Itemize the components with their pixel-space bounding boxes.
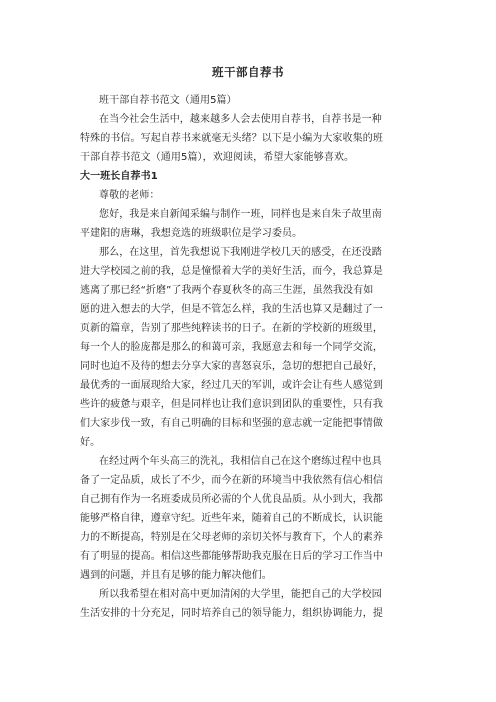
text-line: 能够严格自律，遵章守纪。近些年来，随着自己的不断成长，认识能 — [80, 513, 383, 524]
text-line: 进大学校园之前的我，总是憧憬着大学的美好生活，而今，我总算是 — [80, 266, 383, 277]
text-line: 好。 — [80, 437, 101, 448]
text-line: 生活安排的十分充足，同时培养自己的领导能力，组织协调能力，提 — [80, 608, 383, 619]
text-line: 您好，我是来自新闻采编与制作一班，同样也是来自朱子故里南 — [99, 209, 382, 220]
text-line: 特殊的书信。写起自荐书来就毫无头绪？以下是小编为大家收集的班 — [80, 133, 383, 144]
text-line: 自己拥有作为一名班委成员所必需的个人优良品质。从小到大，我都 — [80, 494, 383, 505]
text-line: 平建阳的唐琳，我想竞选的班级职位是学习委员。 — [80, 228, 303, 239]
text-line: 每一个人的脸庞都是那么的和蔼可亲，我愿意去和每一个同学交流， — [80, 342, 383, 353]
text-line: 同时也迫不及待的想去分享大家的喜怒哀乐，急切的想把自己最好， — [80, 361, 383, 372]
text-line: 些许的疲惫与艰辛，但是同样也让我们意识到团队的重要性，只有我 — [80, 399, 383, 410]
text-line: 愿的进入想去的大学，但是不管怎么样，我的生活也算又是翻过了一 — [80, 304, 383, 315]
text-line: 尊敬的老师： — [99, 190, 160, 201]
text-line: 干部自荐书范文（通用5篇），欢迎阅读，希望大家能够喜欢。 — [80, 152, 355, 163]
text-line: 班干部自荐书范文（通用5篇） — [99, 95, 237, 106]
text-line: 有了明显的提高。相信这些都能够帮助我克服在日后的学习工作当中 — [80, 551, 383, 562]
text-line: 页新的篇章，告别了那些纯粹读书的日子。在新的学校新的班级里， — [80, 323, 383, 334]
text-line: 备了一定品质，成长了不少，而今在新的环境当中我依然有信心相信 — [80, 475, 383, 486]
text-line: 那么，在这里，首先我想说下我刚进学校几天的感受，在还没踏 — [99, 247, 382, 258]
text-line: 在当今社会生活中，越来越多人会去使用自荐书，自荐书是一种 — [99, 114, 382, 125]
text-line: 在经过两个年头高三的洗礼，我相信自己在这个磨练过程中也具 — [99, 456, 382, 467]
text-line: 最优秀的一面展现给大家，经过几天的军训，或许会让有些人感觉到 — [80, 380, 383, 391]
document-title: 班干部自荐书 — [212, 65, 284, 79]
section-heading: 大一班长自荐书1 — [80, 171, 158, 182]
text-line: 逃离了那已经“折磨”了我两个春夏秋冬的高三生涯，虽然我没有如 — [80, 285, 374, 296]
text-line: 所以我希望在相对高中更加清闲的大学里，能把自己的大学校园 — [99, 589, 382, 600]
text-line: 遇到的问题，并且有足够的能力解决他们。 — [80, 570, 272, 581]
text-line: 力的不断提高，特别是在父母老师的亲切关怀与教育下，个人的素养 — [80, 532, 383, 543]
text-line: 们大家步伐一致，有自己明确的目标和坚强的意志就一定能把事情做 — [80, 418, 383, 429]
